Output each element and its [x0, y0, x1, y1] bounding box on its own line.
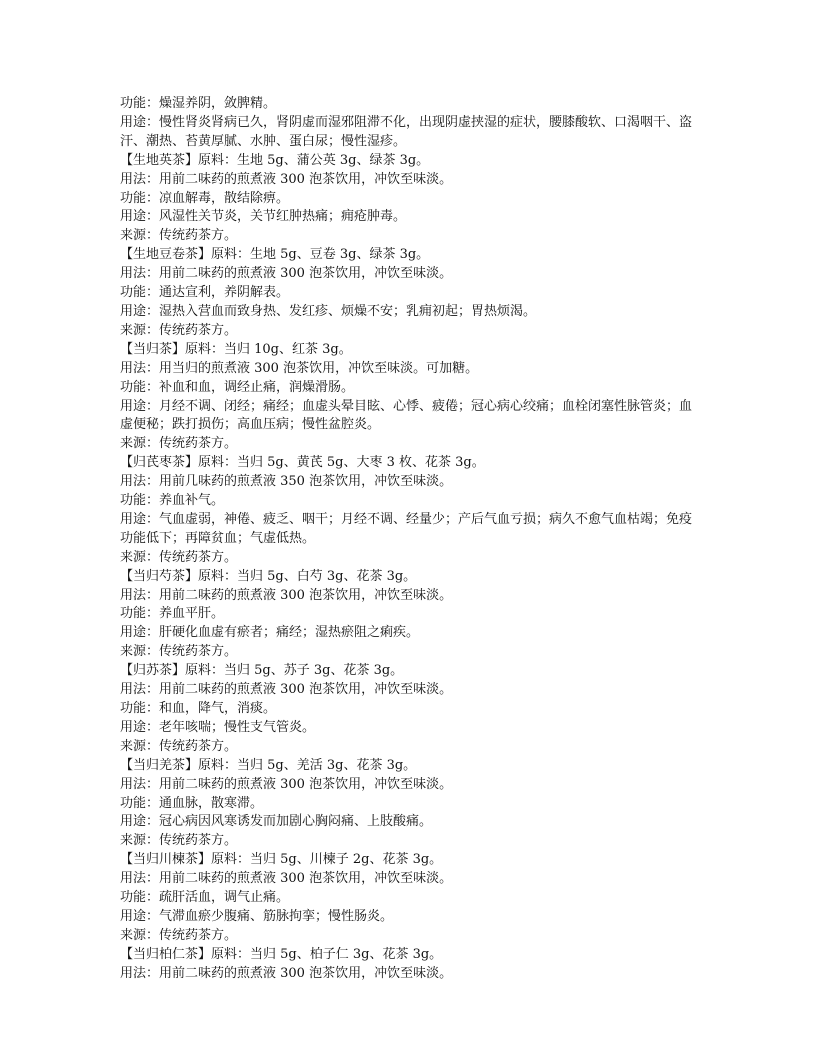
text-line: 功能：通达宣利，养阴解表。	[120, 285, 290, 301]
text-line: 用途：气血虚弱，神倦、疲乏、咽干；月经不调、经量少；产后气血亏损；病久不愈气血枯竭；免疫功能低下；再障贫血；气虚低热。	[120, 511, 693, 546]
text-line: 用法：用前二味药的煎煮液 300 泡茶饮用，冲饮至味淡。	[120, 871, 453, 887]
text-line: 【生地英茶】原料：生地 5g、蒲公英 3g、绿茶 3g。	[120, 152, 430, 168]
text-line: 用途：湿热入营血而致身热、发红疹、烦燥不安；乳痈初起；胃热烦渴。	[120, 303, 537, 319]
text-line: 用途：慢性肾炎肾病已久，肾阴虚而湿邪阻滞不化，出现阴虚挟湿的症状，腰膝酸软、口渴咽干、盗汗、潮热、苔黄厚腻、水肿、蛋白尿；慢性湿疹。	[120, 114, 693, 149]
text-line: 用途：老年咳喘；慢性支气管炎。	[120, 719, 316, 735]
text-line: 来源：传统药茶方。	[120, 322, 238, 338]
text-line: 功能：凉血解毒，散结除痹。	[120, 190, 290, 206]
text-line: 来源：传统药茶方。	[120, 738, 238, 754]
text-line: 【归芪枣茶】原料：当归 5g、黄芪 5g、大枣 3 枚、花茶 3g。	[120, 455, 485, 471]
text-line: 功能：燥湿养阴，敛脾精。	[120, 96, 277, 111]
text-line: 来源：传统药茶方。	[120, 833, 238, 849]
text-line: 功能：和血，降气，消痰。	[120, 701, 277, 716]
text-line: 来源：传统药茶方。	[120, 549, 238, 565]
text-line: 用途：月经不调、闭经；痛经；血虚头晕目眩、心悸、疲倦；冠心病心绞痛；血栓闭塞性脉管炎；血虚便秘；跌打损伤；高血压病；慢性盆腔炎。	[120, 398, 693, 433]
text-line: 用途：风湿性关节炎，关节红肿热痛；痈疮肿毒。	[120, 209, 407, 225]
text-line: 【归苏茶】原料：当归 5g、苏子 3g、花茶 3g。	[120, 663, 404, 679]
text-line: 功能：养血补气。	[120, 493, 225, 509]
text-line: 功能：养血平肝。	[120, 606, 225, 622]
text-line: 用途：气滞血瘀少腹痛、筋脉拘挛；慢性肠炎。	[120, 908, 394, 924]
text-line: 用法：用前二味药的煎煮液 300 泡茶饮用，冲饮至味淡。	[120, 682, 453, 698]
text-line: 用法：用前二味药的煎煮液 300 泡茶饮用，冲饮至味淡。	[120, 587, 453, 603]
text-line: 功能：补血和血，调经止痛，润燥滑肠。	[120, 379, 355, 395]
text-line: 来源：传统药茶方。	[120, 644, 238, 660]
text-line: 用法：用前二味药的煎煮液 300 泡茶饮用，冲饮至味淡。	[120, 965, 453, 981]
text-line: 来源：传统药茶方。	[120, 436, 238, 452]
text-line: 用法：用前二味药的煎煮液 300 泡茶饮用，冲饮至味淡。	[120, 266, 453, 282]
text-line: 用途：肝硬化血虚有瘀者；痛经；湿热瘀阻之痢疾。	[120, 625, 420, 641]
text-line: 功能：疏肝活血，调气止痛。	[120, 890, 290, 906]
text-line: 用法：用当归的煎煮液 300 泡茶饮用，冲饮至味淡。可加糖。	[120, 360, 479, 376]
text-line: 【当归羌茶】原料：当归 5g、羌活 3g、花茶 3g。	[120, 757, 417, 773]
text-line: 【当归茶】原料：当归 10g、红茶 3g。	[120, 341, 352, 357]
text-line: 用法：用前二味药的煎煮液 300 泡茶饮用，冲饮至味淡。	[120, 171, 453, 187]
text-line: 【当归柏仁茶】原料：当归 5g、柏子仁 3g、花茶 3g。	[120, 946, 443, 962]
text-line: 【生地豆卷茶】原料：生地 5g、豆卷 3g、绿茶 3g。	[120, 247, 430, 263]
text-line: 功能：通血脉，散寒滞。	[120, 795, 264, 811]
document-page	[120, 95, 704, 984]
text-line: 【当归川楝茶】原料：当归 5g、川楝子 2g、花茶 3g。	[120, 852, 443, 868]
text-line: 来源：传统药茶方。	[120, 228, 238, 244]
text-line: 用法：用前二味药的煎煮液 300 泡茶饮用，冲饮至味淡。	[120, 776, 453, 792]
text-line: 【当归芍茶】原料：当归 5g、白芍 3g、花茶 3g。	[120, 568, 417, 584]
text-line: 用法：用前几味药的煎煮液 350 泡茶饮用，冲饮至味淡。	[120, 474, 453, 490]
text-line: 来源：传统药茶方。	[120, 927, 238, 943]
text-line: 用途：冠心病因风寒诱发而加剧心胸闷痛、上肢酸痛。	[120, 814, 433, 830]
